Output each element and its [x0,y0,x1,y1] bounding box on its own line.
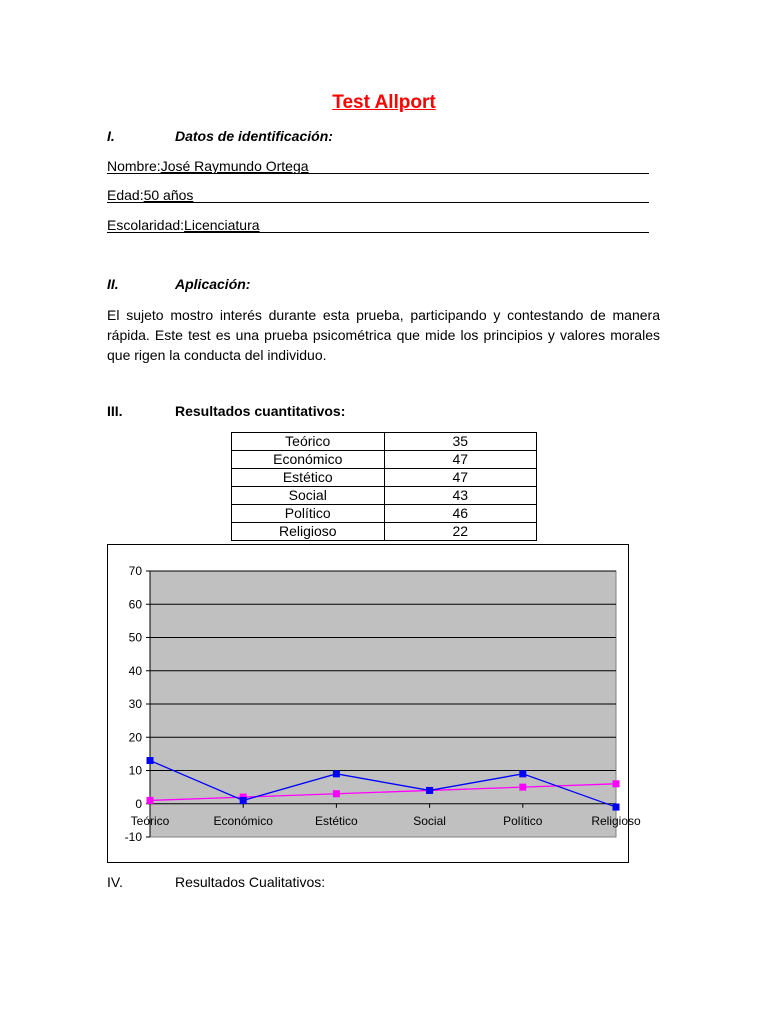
chart-svg [108,545,641,862]
score-cell: 43 [384,487,537,505]
x-tick-label: Político [503,813,543,828]
school-value: Licenciatura [184,217,260,233]
name-field [107,158,649,176]
data-point [613,780,620,787]
name-label: Nombre: [107,158,161,174]
category-cell: Teórico [232,433,385,451]
category-cell: Religioso [232,523,385,541]
age-value: 50 años [143,187,194,203]
section-number: II. [107,276,119,292]
document-title: Test Allport [332,92,436,113]
y-tick-label: 10 [128,763,142,778]
data-point [613,804,620,811]
data-point [147,797,154,804]
section-label: Datos de identificación: [175,128,333,144]
score-cell: 35 [384,433,537,451]
category-cell: Social [232,487,385,505]
application-paragraph: El sujeto mostro interés durante esta prueba, participando y contestando de manera rápida. Este test es una prueba psicométrica que mide los principios y valores morales que rigen la conducta del individuo. [107,307,660,363]
section-label: Resultados Cualitativos: [175,874,326,890]
category-cell: Económico [232,451,385,469]
y-tick-label: 70 [128,564,142,578]
score-cell: 22 [384,523,537,541]
section-quantitative-heading [107,403,507,421]
data-point [426,787,433,794]
y-tick-label: 50 [128,630,142,645]
table-row [232,451,537,469]
y-tick-label: 20 [128,730,142,745]
data-point [519,770,526,777]
y-tick-label: -10 [124,830,142,844]
y-tick-label: 60 [128,597,142,612]
age-field [107,187,649,205]
x-tick-label: Religioso [591,813,641,828]
table-row [232,433,537,451]
section-qualitative-heading [107,874,507,892]
section-application-heading [107,276,507,294]
school-field [107,217,649,235]
y-tick-label: 0 [135,796,142,811]
table-row [232,523,537,541]
section-number: IV. [107,874,123,890]
table-row [232,469,537,487]
score-cell: 47 [384,469,537,487]
y-tick-label: 30 [128,697,142,711]
results-table [231,432,537,541]
y-tick-label: 40 [128,663,142,678]
x-tick-label: Económico [213,813,273,828]
age-label: Edad: [107,187,144,203]
x-tick-label: Social [413,813,446,828]
section-label: Resultados cuantitativos: [175,403,346,419]
data-point [147,757,154,764]
table-row [232,487,537,505]
score-cell: 47 [384,451,537,469]
table-row [232,505,537,523]
x-tick-label: Teórico [130,813,170,828]
section-identification-heading [107,128,507,146]
section-number: III. [107,403,123,419]
name-value: José Raymundo Ortega [160,158,309,174]
category-cell: Político [232,505,385,523]
school-label: Escolaridad: [107,217,185,233]
score-cell: 46 [384,505,537,523]
x-tick-label: Estético [315,813,358,828]
category-cell: Estético [232,469,385,487]
data-point [519,784,526,791]
data-point [333,790,340,797]
data-point [240,797,247,804]
data-point [333,770,340,777]
section-label: Aplicación: [175,276,251,292]
results-chart [107,544,641,863]
section-number: I. [107,128,115,144]
